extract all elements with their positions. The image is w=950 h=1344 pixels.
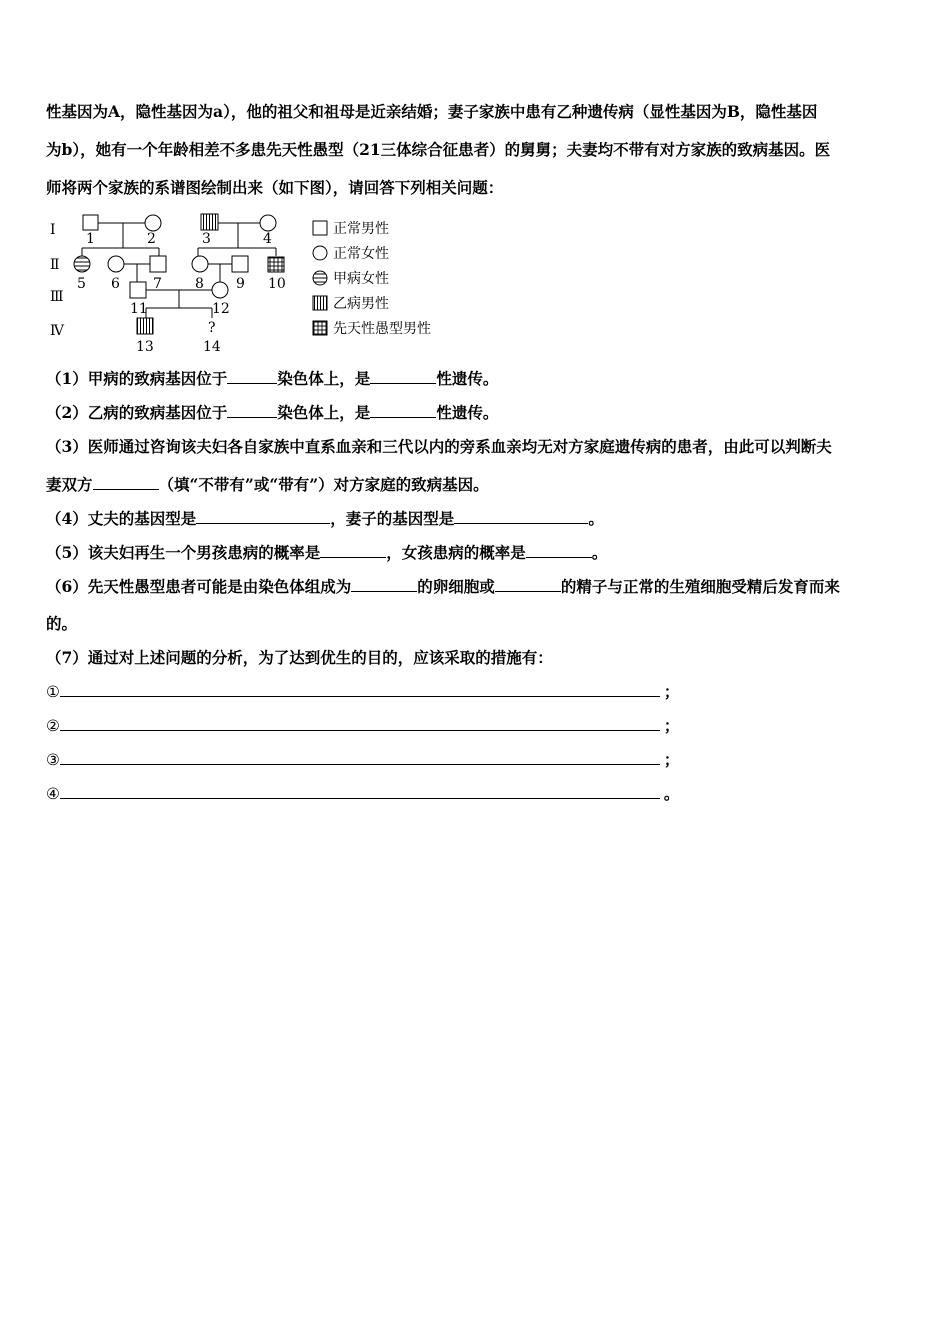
individual-4-normal-female bbox=[260, 215, 276, 231]
question-6-line-2: 的。 bbox=[46, 614, 78, 633]
individual-2-normal-female bbox=[145, 215, 161, 231]
individual-number: 1 bbox=[86, 231, 95, 247]
individual-number: 4 bbox=[263, 231, 272, 247]
individual-6-normal-female bbox=[108, 256, 124, 272]
legend-label: 乙病男性 bbox=[333, 296, 389, 312]
individual-7-normal-male bbox=[150, 256, 166, 272]
individual-number: 14 bbox=[203, 339, 221, 355]
individual-number: 6 bbox=[111, 276, 120, 292]
individual-8-normal-female bbox=[192, 256, 208, 272]
individual-11-normal-male bbox=[130, 282, 146, 298]
individual-number: 3 bbox=[202, 231, 211, 247]
intro-line-3: 师将两个家族的系谱图绘制出来（如下图），请回答下列相关问题： bbox=[46, 178, 504, 197]
individual-3-disease-b-male bbox=[201, 214, 218, 230]
question-7: （7）通过对上述问题的分析，为了达到优生的目的，应该采取的措施有： bbox=[46, 648, 553, 667]
individual-9-normal-male bbox=[232, 256, 248, 272]
individual-number: 9 bbox=[236, 276, 245, 292]
answer-blank[interactable] bbox=[454, 507, 588, 524]
answer-line-4[interactable]: ④ 。 bbox=[46, 784, 680, 803]
question-5: （5）该夫妇再生一个男孩患病的概率是 ，女孩患病的概率是 。 bbox=[46, 543, 608, 562]
legend-label: 正常男性 bbox=[333, 221, 389, 237]
legend-normal-female-symbol bbox=[313, 246, 327, 260]
legend-normal-male-symbol bbox=[313, 221, 327, 235]
individual-12-normal-female bbox=[212, 282, 228, 298]
intro-line-2: 为b），她有一个年龄相差不多患先天性愚型（21三体综合征患者）的舅舅；夫妻均不带有对方家族的致病基因。医 bbox=[46, 140, 831, 159]
legend-label: 正常女性 bbox=[333, 246, 389, 262]
question-4: （4）丈夫的基因型是 ，妻子的基因型是 。 bbox=[46, 509, 604, 528]
individual-number: 5 bbox=[77, 276, 86, 292]
individual-13-disease-b-male bbox=[137, 318, 153, 334]
question-2: （2）乙病的致病基因位于 染色体上，是 性遗传。 bbox=[46, 403, 499, 422]
legend-down-syndrome-male-symbol bbox=[313, 321, 327, 335]
intro-line-1: 性基因为A，隐性基因为a），他的祖父和祖母是近亲结婚；妻子家族中患有乙种遗传病（显性基因为B，隐性基因 bbox=[46, 102, 818, 121]
answer-blank[interactable] bbox=[320, 541, 386, 558]
answer-line-2[interactable]: ② ； bbox=[46, 716, 680, 735]
generation-label: Ⅰ bbox=[50, 222, 56, 238]
question-3-line-1: （3）医师通过咨询该夫妇各自家族中直系血亲和三代以内的旁系血亲均无对方家庭遗传病的患者，由此可以判断夫 bbox=[46, 437, 832, 456]
individual-number: 7 bbox=[153, 276, 162, 292]
legend-disease-b-male-symbol bbox=[313, 296, 327, 310]
unknown-mark: ? bbox=[208, 320, 216, 336]
legend-label: 甲病女性 bbox=[333, 271, 389, 287]
pedigree-diagram bbox=[40, 208, 460, 358]
answer-blank[interactable] bbox=[370, 367, 436, 384]
individual-5-disease-a-female bbox=[74, 256, 90, 272]
individual-10-down-syndrome-male bbox=[268, 257, 284, 272]
individual-number: 2 bbox=[147, 231, 156, 247]
individual-number: 11 bbox=[130, 301, 148, 317]
answer-line-1[interactable]: ① ； bbox=[46, 682, 680, 701]
question-6-line-1: （6）先天性愚型患者可能是由染色体组成为 的卵细胞或 的精子与正常的生殖细胞受精后发育而来 bbox=[46, 577, 840, 596]
answer-blank[interactable] bbox=[370, 401, 436, 418]
question-1: （1）甲病的致病基因位于 染色体上，是 性遗传。 bbox=[46, 369, 499, 388]
individual-number: 13 bbox=[136, 339, 154, 355]
answer-blank[interactable] bbox=[196, 507, 330, 524]
legend-disease-a-female-symbol bbox=[313, 271, 327, 285]
answer-blank[interactable] bbox=[227, 367, 277, 384]
answer-blank[interactable] bbox=[93, 473, 159, 490]
question-3-line-2: 妻双方 （填“不带有”或“带有”）对方家庭的致病基因。 bbox=[46, 475, 489, 494]
individual-1-normal-male bbox=[83, 215, 98, 230]
legend-label: 先天性愚型男性 bbox=[333, 321, 431, 337]
individual-number: 12 bbox=[212, 301, 230, 317]
answer-blank[interactable] bbox=[495, 575, 561, 592]
generation-label: Ⅲ bbox=[50, 289, 64, 305]
answer-blank[interactable] bbox=[351, 575, 417, 592]
generation-label: Ⅱ bbox=[50, 257, 60, 273]
answer-blank[interactable] bbox=[227, 401, 277, 418]
answer-blank[interactable] bbox=[526, 541, 592, 558]
individual-number: 8 bbox=[195, 276, 204, 292]
generation-label: Ⅳ bbox=[50, 323, 64, 339]
answer-line-3[interactable]: ③ ； bbox=[46, 750, 680, 769]
individual-number: 10 bbox=[268, 276, 286, 292]
